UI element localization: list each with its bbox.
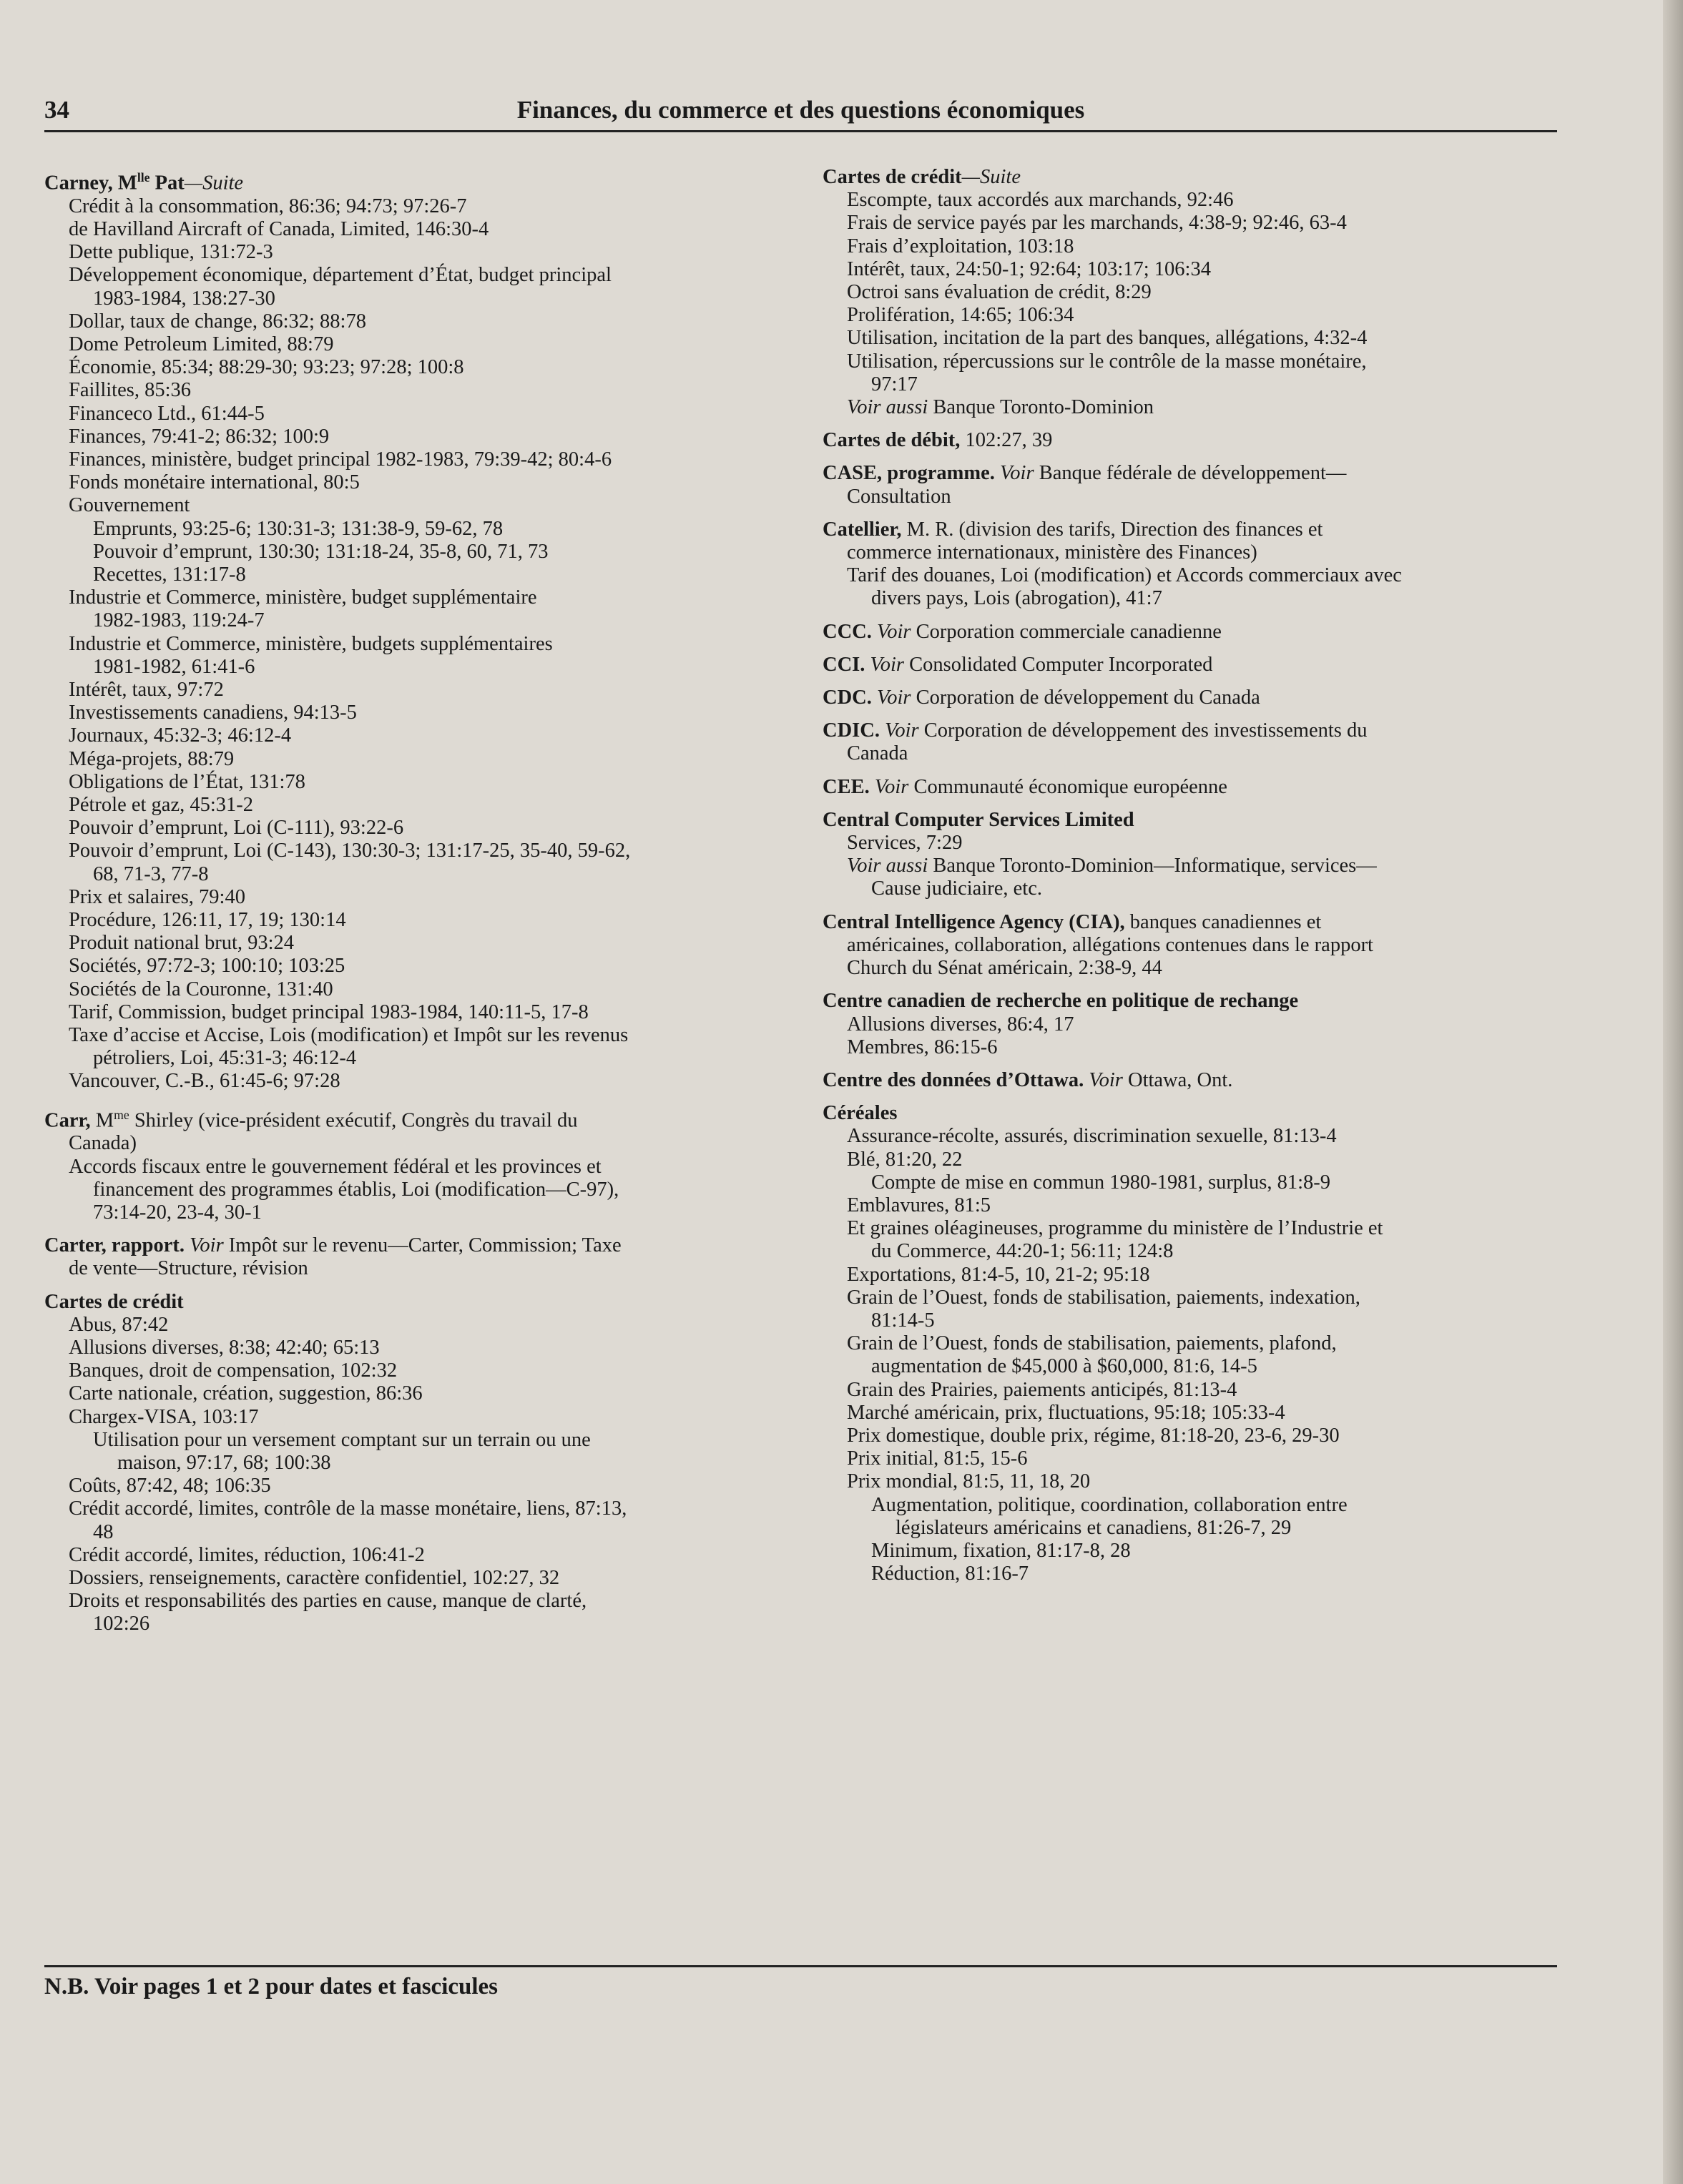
entry-subline <box>823 1125 1552 1148</box>
text-segment: Produit national brut, 93:24 <box>69 932 295 955</box>
text-segment: Prix mondial, 81:5, 11, 18, 20 <box>847 1470 1091 1493</box>
text-segment: Crédit à la consommation, 86:36; 94:73; 97:26-7 <box>69 195 467 217</box>
text-segment: Dette publique, 131:72-3 <box>69 241 273 264</box>
index-entry <box>823 776 1552 799</box>
entry-subline <box>44 218 774 241</box>
text-segment: Carte nationale, création, suggestion, 86:36 <box>69 1382 423 1405</box>
entry-subline <box>823 1540 1552 1563</box>
text-segment: Canada <box>847 742 908 765</box>
text-segment: Corporation de développement des investissements du <box>918 719 1368 742</box>
text-segment: 68, 71-3, 77-8 <box>93 862 209 885</box>
index-entry <box>44 1234 774 1280</box>
page-header <box>44 87 1557 132</box>
entry-subline <box>44 1024 774 1047</box>
text-segment: Voir <box>877 620 911 643</box>
text-segment: divers pays, Lois (abrogation), 41:7 <box>871 587 1162 610</box>
entry-subline <box>823 1309 1552 1332</box>
text-segment: Impôt sur le revenu—Carter, Commission; Taxe <box>223 1234 622 1257</box>
text-segment: Banque fédérale de développement— <box>1034 462 1347 485</box>
index-entry <box>823 166 1552 419</box>
text-segment: Frais de service payés par les marchands, 4:38-9; 92:46, 63-4 <box>847 212 1347 235</box>
text-segment: augmentation de $45,000 à $60,000, 81:6, 14-5 <box>871 1355 1257 1378</box>
entry-subline <box>44 1429 774 1452</box>
entry-heading-line <box>823 776 1552 799</box>
text-segment: de vente—Structure, révision <box>69 1257 308 1280</box>
entry-subline <box>823 1287 1552 1309</box>
text-segment: M. R. (division des tarifs, Direction des finances et <box>901 518 1323 541</box>
text-segment: Chargex-VISA, 103:17 <box>69 1405 259 1428</box>
text-segment: Consolidated Computer Incorporated <box>904 653 1213 676</box>
index-entry <box>823 990 1552 1059</box>
text-segment: CASE, programme. <box>823 462 1001 485</box>
text-segment: Faillites, 85:36 <box>69 379 191 402</box>
text-segment: Cause judiciaire, etc. <box>871 877 1042 900</box>
entry-subline <box>44 333 774 356</box>
entry-subline <box>823 1240 1552 1263</box>
text-segment: 1981-1982, 61:41-6 <box>93 655 255 678</box>
text-segment: 102:26 <box>93 1613 150 1635</box>
text-segment: Carr, <box>44 1109 96 1132</box>
entry-subline <box>44 1613 774 1635</box>
entry-subline <box>823 258 1552 281</box>
text-segment: CDIC. <box>823 719 885 742</box>
text-segment: Grain de l’Ouest, fonds de stabilisation, paiements, plafond, <box>847 1332 1337 1355</box>
text-segment: Corporation commerciale canadienne <box>911 620 1222 643</box>
entry-subline <box>823 1402 1552 1425</box>
entry-subline <box>823 1148 1552 1171</box>
entry-subline <box>823 373 1552 396</box>
entry-subline <box>44 863 774 886</box>
index-entry <box>44 166 774 1093</box>
text-segment: Industrie et Commerce, ministère, budget supplémentaire <box>69 586 537 609</box>
text-segment: maison, 97:17, 68; 100:38 <box>117 1451 331 1474</box>
entry-heading-line <box>823 719 1552 742</box>
text-segment: Prix initial, 81:5, 15-6 <box>847 1447 1028 1470</box>
text-segment: Emblavures, 81:5 <box>847 1194 991 1216</box>
text-segment: 102:27, 39 <box>960 429 1053 452</box>
text-segment: Droits et responsabilités des parties en cause, manque de clarté, <box>69 1590 587 1613</box>
text-segment: Banque Toronto-Dominion <box>928 396 1154 419</box>
entry-subline <box>823 1470 1552 1493</box>
entry-subline <box>823 212 1552 235</box>
index-entry <box>823 809 1552 901</box>
text-segment: Voir <box>874 775 909 798</box>
text-segment: M <box>95 1109 114 1132</box>
entry-subline <box>823 1194 1552 1217</box>
entry-subline <box>44 494 774 517</box>
entry-subline <box>44 518 774 541</box>
entry-subline <box>44 1452 774 1475</box>
text-segment: Développement économique, département d’État, budget principal <box>69 264 612 287</box>
entry-subline <box>823 855 1552 877</box>
text-segment: Escompte, taux accordés aux marchands, 92:46 <box>847 189 1234 212</box>
text-segment: Compte de mise en commun 1980-1981, surplus, 81:8-9 <box>871 1171 1330 1194</box>
text-segment: banques canadiennes et <box>1124 910 1322 933</box>
entry-subline <box>44 1070 774 1093</box>
entry-subline <box>44 310 774 333</box>
text-segment: Vancouver, C.-B., 61:45-6; 97:28 <box>69 1070 340 1093</box>
text-segment: Carter, rapport. <box>44 1234 190 1257</box>
entry-heading-line <box>44 1103 774 1133</box>
text-segment: Banque Toronto-Dominion—Informatique, services— <box>928 855 1377 877</box>
entry-heading-line <box>823 1069 1552 1092</box>
text-segment: Finances, 79:41-2; 86:32; 100:9 <box>69 425 330 448</box>
entry-subline <box>44 724 774 747</box>
entry-subline <box>44 241 774 264</box>
entry-subline <box>44 679 774 702</box>
text-segment: Prix domestique, double prix, régime, 81:18-20, 23-6, 29-30 <box>847 1424 1340 1447</box>
text-segment: lle <box>137 170 150 185</box>
entry-heading-line <box>823 687 1552 709</box>
entry-subline <box>44 633 774 656</box>
text-segment: Recettes, 131:17-8 <box>93 563 246 586</box>
text-segment: Pouvoir d’emprunt, Loi (C-143), 130:30-3; 131:17-25, 35-40, 59-62, <box>69 840 631 862</box>
text-segment: Central Intelligence Agency (CIA), <box>823 910 1125 933</box>
text-segment: Tarif des douanes, Loi (modification) et Accords commerciaux avec <box>847 564 1402 587</box>
text-segment: 48 <box>93 1520 114 1543</box>
entry-heading-line <box>823 166 1552 189</box>
text-segment: Grain des Prairies, paiements anticipés, 81:13-4 <box>847 1378 1237 1401</box>
entry-subline <box>823 1171 1552 1194</box>
entry-subline <box>44 195 774 218</box>
text-segment: CEE. <box>823 775 875 798</box>
entry-heading-line <box>44 166 774 195</box>
text-segment: CCI. <box>823 653 870 676</box>
text-segment: Exportations, 81:4-5, 10, 21-2; 95:18 <box>847 1263 1150 1286</box>
entry-heading-line <box>823 518 1552 541</box>
entry-subline <box>823 1379 1552 1402</box>
text-segment: Accords fiscaux entre le gouvernement fédéral et les provinces et <box>69 1155 602 1178</box>
index-entry <box>823 687 1552 709</box>
text-segment: Intérêt, taux, 97:72 <box>69 678 224 701</box>
entry-subline <box>823 742 1552 765</box>
entry-subline <box>44 403 774 426</box>
text-segment: Pouvoir d’emprunt, Loi (C-111), 93:22-6 <box>69 817 404 840</box>
entry-subline <box>44 1590 774 1613</box>
entry-subline <box>823 587 1552 610</box>
page-number: 34 <box>44 96 69 124</box>
entry-subline <box>823 1332 1552 1355</box>
entry-subline <box>44 1132 774 1155</box>
index-entry <box>823 518 1552 611</box>
text-segment: Centre des données d’Ottawa. <box>823 1068 1089 1091</box>
text-segment: Obligations de l’État, 131:78 <box>69 770 305 793</box>
entry-subline <box>823 350 1552 373</box>
entry-subline <box>44 1521 774 1544</box>
text-segment: commerce internationaux, ministère des Finances) <box>847 541 1257 564</box>
text-segment: Prolifération, 14:65; 106:34 <box>847 304 1074 327</box>
text-segment: Allusions diverses, 8:38; 42:40; 65:13 <box>69 1336 380 1359</box>
text-segment: Central Computer Services Limited <box>823 808 1134 831</box>
entry-subline <box>44 564 774 586</box>
text-segment: Frais d’exploitation, 103:18 <box>847 235 1074 257</box>
entry-subline <box>823 396 1552 419</box>
index-entry <box>823 911 1552 980</box>
text-segment: Réduction, 81:16-7 <box>871 1563 1029 1585</box>
entry-subline <box>823 957 1552 980</box>
text-segment: Cartes de crédit <box>823 166 962 188</box>
text-segment: de Havilland Aircraft of Canada, Limited, 146:30-4 <box>69 217 489 240</box>
text-segment: Voir <box>870 653 905 676</box>
text-segment: Dollar, taux de change, 86:32; 88:78 <box>69 310 366 333</box>
entry-heading-line <box>44 1291 774 1314</box>
entry-subline <box>44 771 774 794</box>
text-segment: Dossiers, renseignements, caractère confidentiel, 102:27, 32 <box>69 1566 560 1589</box>
text-segment: Procédure, 126:11, 17, 19; 130:14 <box>69 909 346 931</box>
entry-subline <box>823 1563 1552 1585</box>
text-segment: Sociétés de la Couronne, 131:40 <box>69 978 333 1000</box>
entry-subline <box>44 1475 774 1497</box>
text-segment: Allusions diverses, 86:4, 17 <box>847 1013 1074 1036</box>
entry-subline <box>44 794 774 817</box>
text-segment: Céréales <box>823 1102 898 1125</box>
text-segment: Dome Petroleum Limited, 88:79 <box>69 333 334 355</box>
text-segment: Fonds monétaire international, 80:5 <box>69 471 360 494</box>
text-segment: Banques, droit de compensation, 102:32 <box>69 1359 398 1382</box>
text-segment: Carney, M <box>44 172 137 195</box>
entry-subline <box>44 932 774 955</box>
text-segment: 81:14-5 <box>871 1309 935 1332</box>
text-segment: du Commerce, 44:20-1; 56:11; 124:8 <box>871 1240 1174 1263</box>
text-segment: Cartes de crédit <box>44 1290 184 1313</box>
entry-heading-line <box>823 429 1552 452</box>
footer-note: N.B. Voir pages 1 et 2 pour dates et fascicules <box>44 1974 499 1999</box>
text-segment: Investissements canadiens, 94:13-5 <box>69 702 357 724</box>
text-segment: Pat <box>149 172 185 195</box>
entry-subline <box>44 1179 774 1201</box>
text-segment: Ottawa, Ont. <box>1122 1068 1233 1091</box>
text-segment: Assurance-récolte, assurés, discrimination sexuelle, 81:13-4 <box>847 1125 1337 1148</box>
text-segment: Shirley (vice-président exécutif, Congrès du travail du <box>129 1109 578 1132</box>
entry-subline <box>44 1406 774 1429</box>
entry-subline <box>44 1257 774 1280</box>
text-segment: Voir aussi <box>847 855 928 877</box>
index-entry <box>823 429 1552 452</box>
page-edge <box>1663 0 1683 2184</box>
text-segment: Augmentation, politique, coordination, collaboration entre <box>871 1493 1348 1516</box>
entry-subline <box>44 379 774 402</box>
entry-subline <box>823 832 1552 855</box>
index-entry <box>823 1102 1552 1585</box>
text-segment: Gouvernement <box>69 494 190 517</box>
entry-subline <box>44 1382 774 1405</box>
text-segment: Marché américain, prix, fluctuations, 95:18; 105:33-4 <box>847 1401 1285 1424</box>
text-segment: Tarif, Commission, budget principal 1983-1984, 140:11-5, 17-8 <box>69 1000 589 1023</box>
entry-subline <box>823 1494 1552 1517</box>
text-segment: CCC. <box>823 620 877 643</box>
entry-subline <box>44 1337 774 1359</box>
text-segment: Church du Sénat américain, 2:38-9, 44 <box>847 957 1162 980</box>
text-segment: 1983-1984, 138:27-30 <box>93 287 275 310</box>
text-segment: —Suite <box>961 166 1021 188</box>
text-segment: Utilisation, incitation de la part des banques, allégations, 4:32-4 <box>847 327 1368 350</box>
text-segment: Finances, ministère, budget principal 1982-1983, 79:39-42; 80:4-6 <box>69 448 612 471</box>
entry-subline <box>44 1001 774 1024</box>
text-segment: Membres, 86:15-6 <box>847 1036 998 1058</box>
entry-subline <box>823 281 1552 304</box>
entry-subline <box>823 486 1552 508</box>
text-segment: Voir <box>885 719 919 742</box>
text-segment: Voir <box>190 1234 224 1257</box>
entry-subline <box>823 564 1552 587</box>
entry-subline <box>44 886 774 909</box>
entry-heading-line <box>44 1234 774 1257</box>
text-segment: financement des programmes établis, Loi (modification—C-97), <box>93 1178 619 1201</box>
index-entry <box>44 1103 774 1225</box>
text-segment: Économie, 85:34; 88:29-30; 93:23; 97:28; 100:8 <box>69 356 464 379</box>
text-segment: Taxe d’accise et Accise, Lois (modification) et Impôt sur les revenus <box>69 1024 629 1047</box>
index-entry <box>823 462 1552 508</box>
entry-subline <box>823 1264 1552 1287</box>
text-segment: me <box>114 1107 129 1122</box>
entry-subline <box>44 448 774 471</box>
text-segment: Journaux, 45:32-3; 46:12-4 <box>69 724 292 747</box>
text-segment: 97:17 <box>871 373 918 395</box>
entry-subline <box>44 955 774 978</box>
entry-subline <box>823 1036 1552 1059</box>
entry-subline <box>44 702 774 724</box>
entry-subline <box>44 1314 774 1337</box>
text-segment: Emprunts, 93:25-6; 130:31-3; 131:38-9, 59-62, 78 <box>93 517 504 540</box>
entry-subline <box>44 1201 774 1224</box>
entry-subline <box>823 1517 1552 1540</box>
text-segment: Catellier, <box>823 518 902 541</box>
text-segment: Consultation <box>847 485 951 508</box>
entry-subline <box>44 909 774 932</box>
entry-subline <box>44 471 774 494</box>
text-segment: Services, 7:29 <box>847 832 963 855</box>
entry-subline <box>823 189 1552 212</box>
entry-subline <box>823 1217 1552 1240</box>
entry-heading-line <box>823 911 1552 934</box>
index-entry <box>823 1069 1552 1092</box>
entry-subline <box>44 748 774 771</box>
text-segment: Méga-projets, 88:79 <box>69 747 235 770</box>
index-entry <box>823 719 1552 765</box>
entry-subline <box>823 235 1552 258</box>
entry-heading-line <box>823 654 1552 677</box>
text-segment: Communauté économique européenne <box>908 775 1227 798</box>
text-segment: 73:14-20, 23-4, 30-1 <box>93 1201 262 1224</box>
text-segment: législateurs américains et canadiens, 81:26-7, 29 <box>896 1516 1292 1539</box>
text-segment: Utilisation pour un versement comptant sur un terrain ou une <box>93 1428 591 1451</box>
entry-subline <box>823 1013 1552 1036</box>
entry-subline <box>44 1544 774 1567</box>
entry-subline <box>44 1497 774 1520</box>
index-column-left <box>44 166 774 1646</box>
index-entry <box>823 654 1552 677</box>
text-segment: Abus, 87:42 <box>69 1313 169 1336</box>
entry-subline <box>44 287 774 310</box>
entry-subline <box>44 541 774 564</box>
text-segment: Blé, 81:20, 22 <box>847 1148 963 1171</box>
entry-subline <box>44 840 774 862</box>
index-entry <box>823 621 1552 644</box>
entry-subline <box>44 1156 774 1179</box>
entry-subline <box>823 934 1552 957</box>
entry-heading-line <box>823 1102 1552 1125</box>
entry-subline <box>44 1047 774 1070</box>
entry-subline <box>823 1425 1552 1447</box>
text-segment: Industrie et Commerce, ministère, budgets supplémentaires <box>69 632 553 655</box>
text-segment: Sociétés, 97:72-3; 100:10; 103:25 <box>69 955 345 978</box>
entry-subline <box>823 1355 1552 1378</box>
entry-subline <box>823 304 1552 327</box>
entry-heading-line <box>823 809 1552 832</box>
text-segment: Pétrole et gaz, 45:31-2 <box>69 793 254 816</box>
text-segment: Centre canadien de recherche en politique de rechange <box>823 990 1299 1013</box>
text-segment: 1982-1983, 119:24-7 <box>93 609 265 632</box>
entry-heading-line <box>823 990 1552 1013</box>
text-segment: pétroliers, Loi, 45:31-3; 46:12-4 <box>93 1047 357 1070</box>
text-segment: Cartes de débit, <box>823 429 961 452</box>
entry-subline <box>44 356 774 379</box>
entry-subline <box>44 656 774 679</box>
entry-subline <box>44 264 774 287</box>
entry-subline <box>44 978 774 1001</box>
entry-subline <box>44 426 774 448</box>
text-segment: Grain de l’Ouest, fonds de stabilisation, paiements, indexation, <box>847 1286 1360 1309</box>
text-segment: Voir <box>877 687 911 709</box>
text-segment: Et graines oléagineuses, programme du ministère de l’Industrie et <box>847 1217 1383 1240</box>
index-column-right <box>823 166 1552 1595</box>
text-segment: CDC. <box>823 687 877 709</box>
text-segment: Utilisation, répercussions sur le contrôle de la masse monétaire, <box>847 350 1367 373</box>
text-segment: Financeco Ltd., 61:44-5 <box>69 402 265 425</box>
entry-subline <box>823 877 1552 900</box>
entry-heading-line <box>823 621 1552 644</box>
index-entry <box>44 1291 774 1636</box>
entry-subline <box>823 1447 1552 1470</box>
text-segment: Octroi sans évaluation de crédit, 8:29 <box>847 281 1152 304</box>
text-segment: —Suite <box>184 172 244 195</box>
entry-subline <box>44 609 774 632</box>
text-segment: Crédit accordé, limites, contrôle de la masse monétaire, liens, 87:13, <box>69 1497 627 1520</box>
entry-subline <box>823 541 1552 564</box>
footer-rule <box>44 1965 1557 1967</box>
text-segment: Prix et salaires, 79:40 <box>69 885 245 908</box>
text-segment: Crédit accordé, limites, réduction, 106:41-2 <box>69 1543 425 1566</box>
entry-subline <box>44 817 774 840</box>
text-segment: Coûts, 87:42, 48; 106:35 <box>69 1475 271 1497</box>
entry-subline <box>823 327 1552 350</box>
text-segment: Canada) <box>69 1132 137 1155</box>
text-segment: Voir <box>1089 1068 1123 1091</box>
running-title: Finances, du commerce et des questions économiques <box>516 96 1085 124</box>
text-segment: Pouvoir d’emprunt, 130:30; 131:18-24, 35-8, 60, 71, 73 <box>93 540 549 563</box>
entry-subline <box>44 1567 774 1590</box>
entry-heading-line <box>823 462 1552 485</box>
text-segment: Voir <box>1000 462 1034 485</box>
entry-subline <box>44 1359 774 1382</box>
text-segment: Corporation de développement du Canada <box>911 687 1260 709</box>
text-segment: Intérêt, taux, 24:50-1; 92:64; 103:17; 106:34 <box>847 257 1211 280</box>
text-segment: Minimum, fixation, 81:17-8, 28 <box>871 1539 1131 1562</box>
entry-subline <box>44 586 774 609</box>
text-segment: américaines, collaboration, allégations contenues dans le rapport <box>847 933 1373 956</box>
text-segment: Voir aussi <box>847 396 928 419</box>
